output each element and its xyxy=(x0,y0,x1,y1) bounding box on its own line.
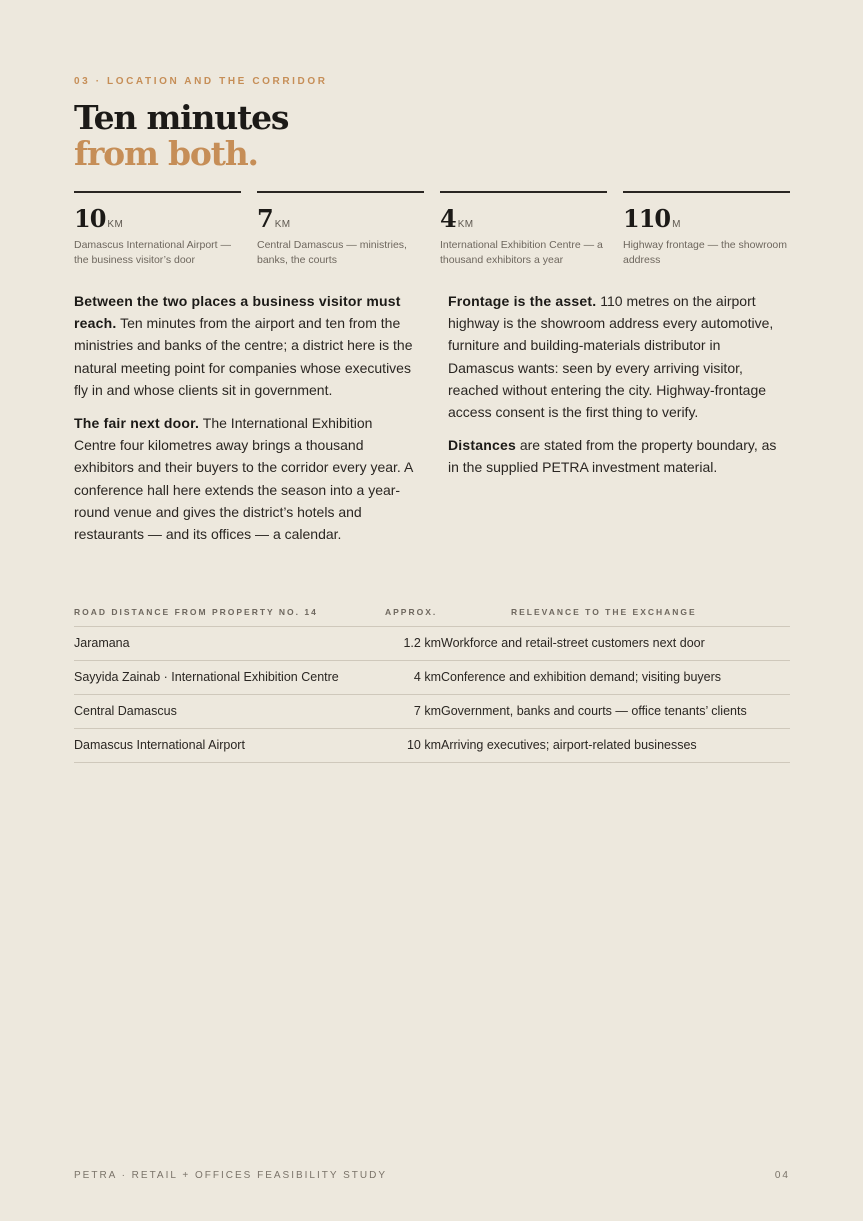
column-header-relevance: RELEVANCE TO THE EXCHANGE xyxy=(511,607,697,617)
page-number: 04 xyxy=(774,1170,790,1181)
stat-value: 7 xyxy=(257,204,273,233)
cell-place: Central Damascus xyxy=(74,704,177,718)
cell-distance: 1.2 km xyxy=(403,636,441,650)
cell-relevance: Government, banks and courts — office tenants’ clients xyxy=(441,704,747,718)
stat-value: 10 xyxy=(74,204,106,233)
cell-distance: 10 km xyxy=(406,738,441,752)
cell-relevance: Arriving executives; airport-related businesses xyxy=(441,738,697,752)
table-header xyxy=(74,604,790,627)
stat-description: International Exhibition Centre — a thousand exhibitors a year xyxy=(440,239,603,266)
stat-description: Damascus International Airport — the business visitor’s door xyxy=(74,239,231,266)
stat-central-damascus xyxy=(257,191,424,273)
cell-relevance: Conference and exhibition demand; visiting buyers xyxy=(441,670,722,684)
cell-distance: 4 km xyxy=(413,670,441,684)
column-header-distance: APPROX. xyxy=(385,607,438,617)
stat-unit: KM xyxy=(274,219,291,230)
paragraph xyxy=(448,434,790,478)
paragraph xyxy=(448,290,790,423)
paragraph-lead: Between the two places a business visitor must reach. xyxy=(74,293,401,332)
paragraph-lead: Distances xyxy=(448,437,516,454)
stat-unit: M xyxy=(672,219,681,230)
stat-description: Central Damascus — ministries, banks, the courts xyxy=(257,239,407,266)
title-line-2: from both. xyxy=(74,134,258,173)
table-row xyxy=(74,661,790,695)
cell-relevance: Workforce and retail-street customers next door xyxy=(441,636,705,650)
stat-airport xyxy=(74,191,241,273)
title-line-1: Ten minutes xyxy=(74,98,289,137)
cell-place: Sayyida Zainab · International Exhibition Centre xyxy=(74,670,339,684)
paragraph-text: are stated from the property boundary, as in the supplied PETRA investment material. xyxy=(448,437,777,476)
table-row xyxy=(74,729,790,763)
key-distances xyxy=(74,191,790,271)
stat-description: Highway frontage — the showroom address xyxy=(623,239,787,266)
stat-value: 110 xyxy=(623,204,671,233)
stat-unit: KM xyxy=(457,219,474,230)
body-column-left xyxy=(74,290,416,556)
footer-title: PETRA · RETAIL + OFFICES FEASIBILITY STUDY xyxy=(74,1170,388,1181)
cell-distance: 7 km xyxy=(413,704,441,718)
paragraph-text: The International Exhibition Centre four kilometres away brings a thousand exhibitors and their buyers to the corridor every year. A conference hall here extends the season into a year-round venue and gives the district’s hotels and restaurants — and its offices — a calendar. xyxy=(74,415,413,543)
body-column-right xyxy=(448,290,790,490)
stat-value: 4 xyxy=(440,204,456,233)
distance-table xyxy=(74,604,790,763)
paragraph-text: 110 metres on the airport highway is the showroom address every automotive, furniture and building-materials distributor in Damascus wants: seen by every arriving visitor, reached without entering the city. Highway-frontage access consent is the first thing to verify. xyxy=(448,293,774,421)
page-title xyxy=(74,100,288,172)
paragraph-lead: Frontage is the asset. xyxy=(448,293,597,309)
stat-unit: KM xyxy=(107,219,124,230)
stat-highway-frontage xyxy=(623,191,790,273)
table-row xyxy=(74,695,790,729)
paragraph-text: Ten minutes from the airport and ten from the ministries and banks of the centre; a district here is the natural meeting point for companies whose executives fly in and whose clients sit in government. xyxy=(74,315,413,398)
page xyxy=(74,0,790,1221)
section-kicker: 03 · LOCATION AND THE CORRIDOR xyxy=(74,76,328,87)
paragraph xyxy=(74,290,416,401)
paragraph xyxy=(74,412,416,545)
paragraph-lead: The fair next door. xyxy=(74,415,200,432)
table-row xyxy=(74,627,790,661)
stat-exhibition-centre xyxy=(440,191,607,273)
cell-place: Damascus International Airport xyxy=(74,738,245,752)
cell-place: Jaramana xyxy=(74,636,130,650)
column-header-place: ROAD DISTANCE FROM PROPERTY NO. 14 xyxy=(74,607,318,617)
